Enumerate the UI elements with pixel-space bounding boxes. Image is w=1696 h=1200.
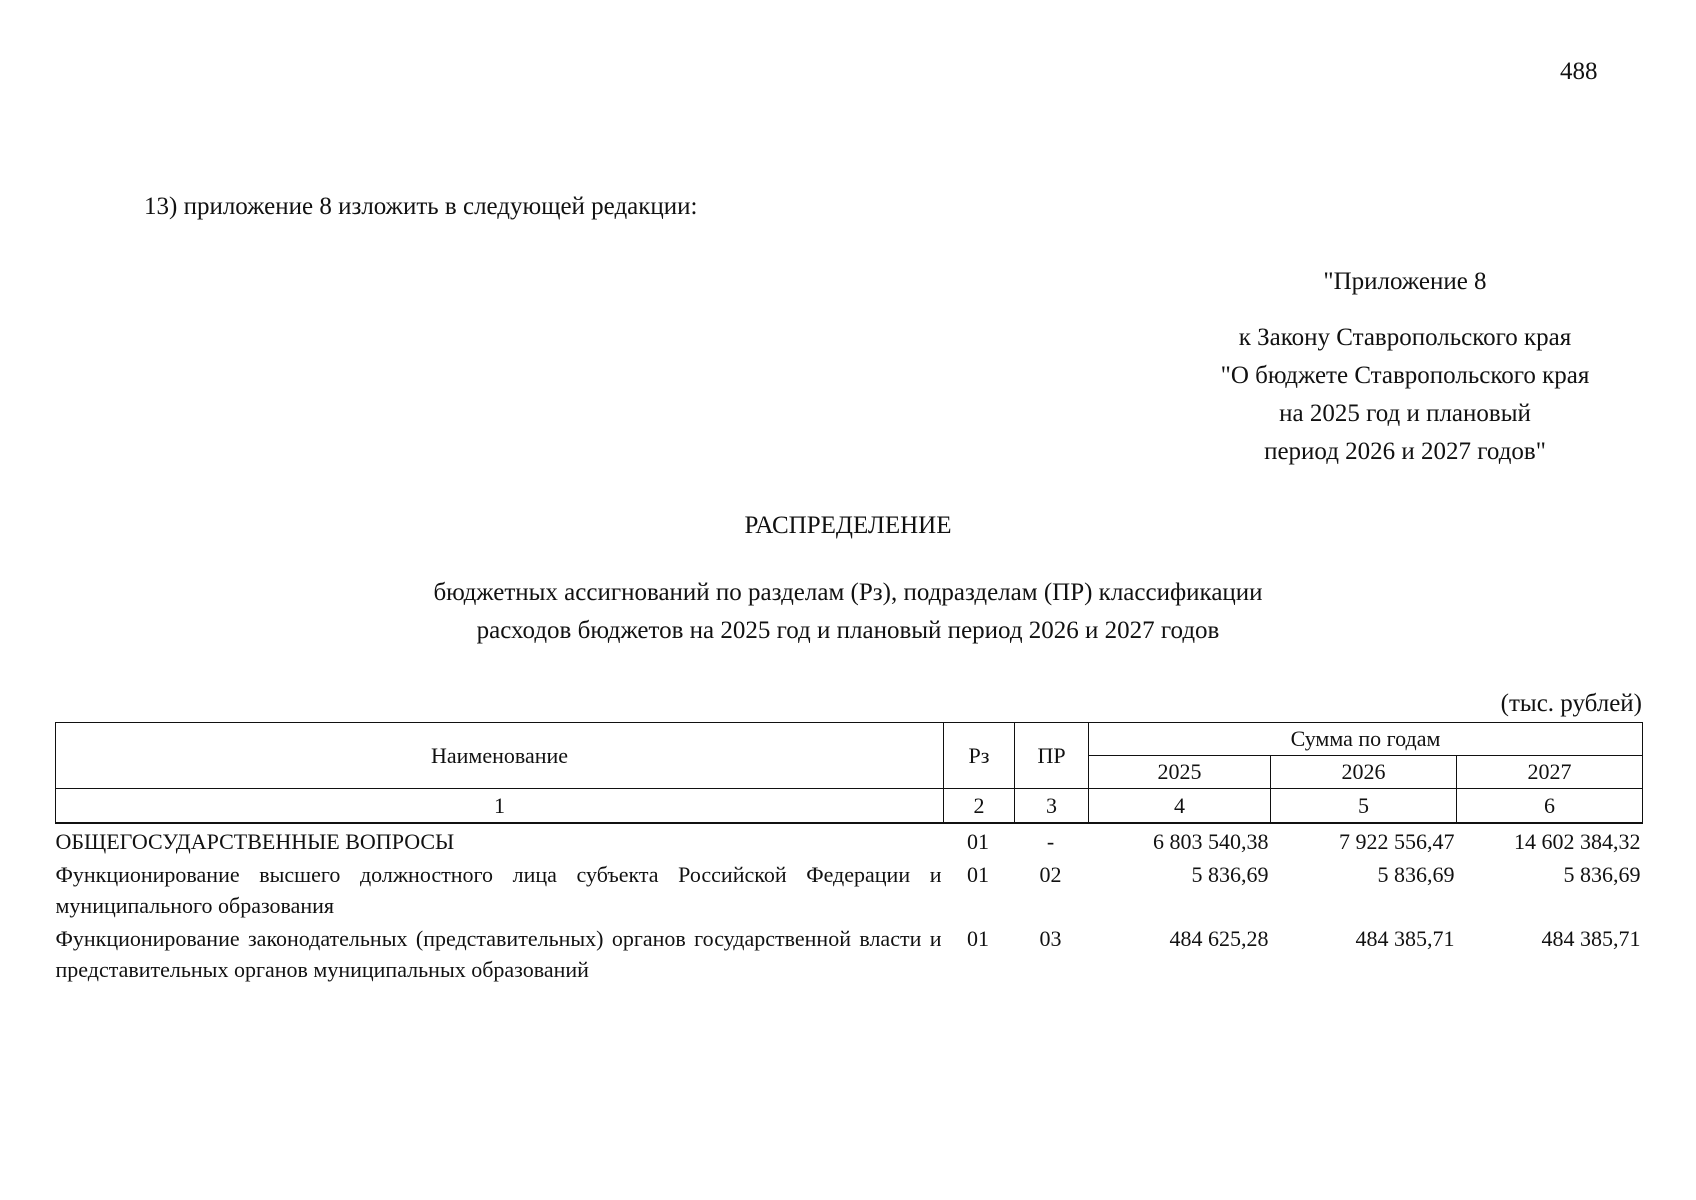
appendix-heading [1160,263,1650,471]
intro-paragraph: 13) приложение 8 изложить в следующей редакции: [144,193,698,220]
row-name: ОБЩЕГОСУДАРСТВЕННЫЕ ВОПРОСЫ [55,829,455,854]
row-pr: - [1046,829,1055,854]
appendix-line: период 2026 и 2027 годов" [1264,438,1546,465]
document-subtitle [0,574,1696,650]
row-rz: 01 [967,829,989,854]
column-number: 1 [56,789,944,824]
document-title: РАСПРЕДЕЛЕНИЕ [744,512,952,539]
column-numbers-row [56,789,1643,824]
column-number: 5 [1271,789,1457,824]
header-pr: ПР [1015,723,1089,789]
header-year: 2026 [1271,756,1457,789]
header-rz: Рз [944,723,1015,789]
row-rz: 01 [967,926,989,951]
appendix-title: "Приложение 8 [1323,268,1487,295]
column-number: 4 [1089,789,1271,824]
appendix-line: на 2025 год и плановый [1279,400,1531,427]
appendix-line: "О бюджете Ставропольского края [1220,362,1590,389]
row-value-2026: 5 836,69 [1377,862,1455,887]
column-number: 2 [944,789,1015,824]
column-number: 6 [1457,789,1643,824]
row-value-2025: 6 803 540,38 [1153,829,1269,854]
document-subtitle-line: расходов бюджетов на 2025 год и плановый период 2026 и 2027 годов [476,617,1220,644]
column-number: 3 [1015,789,1089,824]
row-pr: 03 [1039,926,1062,951]
appendix-line: к Закону Ставропольского края [1238,324,1572,351]
row-name: Функционирование законодательных (представительных) органов государственной власти и представительных органов муниципальных образований [55,926,942,982]
row-value-2025: 5 836,69 [1191,862,1269,887]
units-label: (тыс. рублей) [1500,690,1642,717]
document-subtitle-line: бюджетных ассигнований по разделам (Рз), подразделам (ПР) классификации [433,579,1263,606]
header-year: 2027 [1457,756,1643,789]
table-header-row [56,723,1643,756]
row-value-2027: 14 602 384,32 [1514,829,1641,854]
row-value-2026: 7 922 556,47 [1339,829,1455,854]
table-row [56,857,1643,921]
row-value-2025: 484 625,28 [1169,926,1269,951]
header-sum-by-years: Сумма по годам [1089,723,1643,756]
row-pr: 02 [1039,862,1062,887]
page-number: 488 [1560,58,1598,85]
header-year: 2025 [1089,756,1271,789]
row-value-2026: 484 385,71 [1355,926,1455,951]
header-name: Наименование [56,723,944,789]
table-row [56,823,1643,857]
row-rz: 01 [967,862,989,887]
row-value-2027: 5 836,69 [1563,862,1641,887]
row-name: Функционирование высшего должностного лица субъекта Российской Федерации и муниципального образования [55,862,942,918]
budget-table [55,722,1643,985]
row-value-2027: 484 385,71 [1541,926,1641,951]
table-row [56,921,1643,985]
